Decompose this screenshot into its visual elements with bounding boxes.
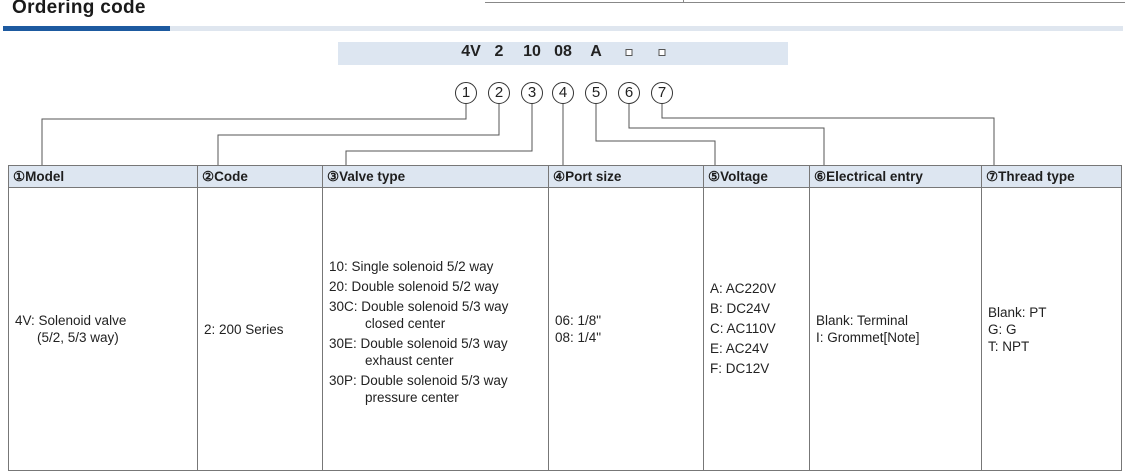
connector-2 bbox=[218, 104, 499, 166]
voltage-entry: F: DC12V bbox=[710, 361, 770, 376]
voltage-entry: C: AC110V bbox=[710, 321, 776, 336]
ordering-code-table bbox=[8, 165, 1122, 471]
column-header-thread-type: ⑦Thread type bbox=[982, 165, 1121, 188]
marker-2: 2 bbox=[488, 82, 510, 104]
column-electrical-entry bbox=[810, 165, 982, 471]
column-valve-type bbox=[323, 165, 549, 471]
code-part-port-size: 08 bbox=[554, 43, 572, 60]
valve-type-entry: 10: Single solenoid 5/2 way bbox=[329, 259, 494, 274]
page-title: Ordering code bbox=[12, 0, 146, 18]
voltage-entry: E: AC24V bbox=[710, 341, 769, 356]
electrical-entry-option: Blank: Terminal bbox=[816, 313, 909, 328]
marker-5: 5 bbox=[585, 82, 607, 104]
column-voltage bbox=[704, 165, 810, 471]
voltage-entry: B: DC24V bbox=[710, 301, 771, 316]
connector-7 bbox=[662, 104, 994, 166]
valve-type-entry: 20: Double solenoid 5/2 way bbox=[329, 279, 499, 294]
column-header-code: ②Code bbox=[198, 165, 322, 188]
thread-type-entry: G: G bbox=[988, 321, 1017, 337]
column-model bbox=[8, 165, 198, 471]
connector-5 bbox=[596, 104, 715, 166]
column-header-model: ①Model bbox=[9, 165, 197, 188]
model-entry: 4V: Solenoid valve (5/2, 5/3 way) bbox=[15, 313, 127, 345]
valve-type-entry: 30E: Double solenoid 5/3 way exhaust center bbox=[329, 336, 508, 368]
thread-type-entry: Blank: PT bbox=[988, 304, 1047, 320]
column-header-voltage: ⑤Voltage bbox=[704, 165, 809, 188]
column-code bbox=[198, 165, 323, 471]
valve-type-entry: 30P: Double solenoid 5/3 way pressure center bbox=[329, 373, 508, 405]
code-part-model: 4V bbox=[461, 43, 481, 60]
marker-1: 1 bbox=[455, 82, 477, 104]
column-header-valve-type: ③Valve type bbox=[323, 165, 548, 188]
electrical-entry-option: I: Grommet[Note] bbox=[816, 330, 920, 345]
marker-7: 7 bbox=[651, 82, 673, 104]
port-size-entry: 06: 1/8" bbox=[555, 313, 602, 328]
code-part-voltage: A bbox=[590, 43, 602, 60]
column-port-size bbox=[549, 165, 704, 471]
connector-6 bbox=[629, 104, 824, 166]
marker-3: 3 bbox=[521, 82, 543, 104]
port-size-entry: 08: 1/4" bbox=[555, 330, 602, 345]
marker-6: 6 bbox=[618, 82, 640, 104]
code-entry: 2: 200 Series bbox=[204, 321, 284, 337]
thread-type-entry: T: NPT bbox=[988, 338, 1030, 354]
code-part-valve-type: 10 bbox=[523, 43, 541, 60]
marker-4: 4 bbox=[552, 82, 574, 104]
column-header-electrical-entry: ⑥Electrical entry bbox=[810, 165, 981, 188]
code-part-series: 2 bbox=[494, 43, 504, 60]
voltage-entry: A: AC220V bbox=[710, 281, 777, 296]
column-thread-type bbox=[982, 165, 1122, 471]
column-header-port-size: ④Port size bbox=[549, 165, 703, 188]
valve-type-entry: 30C: Double solenoid 5/3 way closed center bbox=[329, 299, 509, 331]
